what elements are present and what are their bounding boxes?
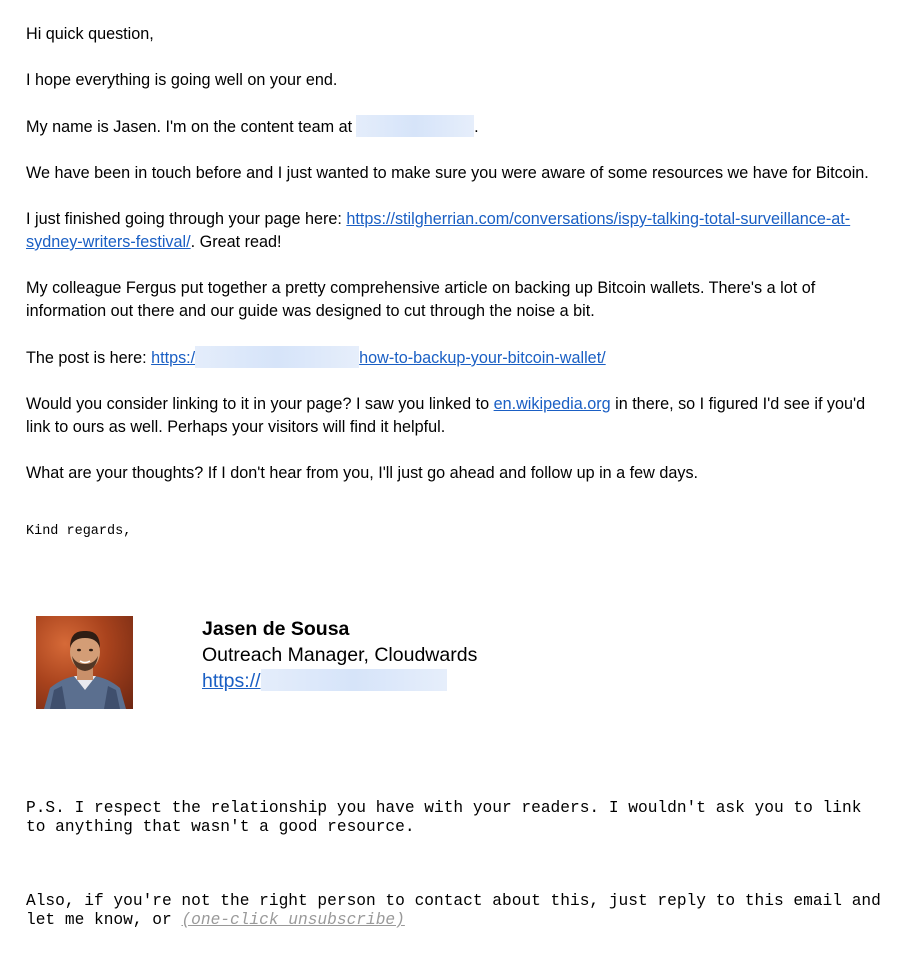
post-line bbox=[26, 346, 881, 370]
unsubscribe-link[interactable]: (one-click unsubscribe) bbox=[181, 911, 405, 929]
consider-suffix: in there, so I figured I'd see if you'd link to ours as well. Perhaps your visitors will find it helpful. bbox=[26, 395, 866, 436]
consider-prefix: Would you consider linking to it in your page? I saw you linked to bbox=[26, 395, 494, 413]
ps-line-2-prefix: Also, if you're not the right person to contact about this, just reply to this email and let me know, or bbox=[26, 892, 891, 929]
consider-line bbox=[26, 393, 881, 439]
post-link-end: how-to-backup-your-bitcoin-wallet/ bbox=[359, 349, 606, 367]
signature-url-link[interactable] bbox=[202, 670, 261, 692]
avatar-portrait-icon bbox=[36, 616, 133, 709]
wikipedia-link[interactable]: en.wikipedia.org bbox=[493, 395, 611, 413]
post-link[interactable] bbox=[151, 349, 606, 367]
redacted-signature-url bbox=[261, 669, 447, 691]
signature-url-line bbox=[202, 668, 477, 694]
post-link-start: https:/ bbox=[151, 349, 196, 367]
intro-suffix: . bbox=[474, 118, 479, 136]
signature-title: Outreach Manager, Cloudwards bbox=[202, 644, 478, 666]
avatar bbox=[36, 616, 133, 709]
colleague-line: My colleague Fergus put together a pretty comprehensive article on backing up Bitcoin wallets. There's a lot of information out there and our guide was designed to cut through the noise a bit. bbox=[26, 279, 816, 320]
signature-text bbox=[202, 616, 477, 694]
signature-name: Jasen de Sousa bbox=[202, 618, 350, 640]
thoughts-line: What are your thoughts? If I don't hear from you, I'll just go ahead and follow up in a few days. bbox=[26, 464, 699, 482]
intro-line bbox=[26, 115, 881, 139]
greeting: Hi quick question, bbox=[26, 25, 154, 43]
finished-prefix: I just finished going through your page here: bbox=[26, 210, 347, 228]
intro-prefix: My name is Jasen. I'm on the content team at bbox=[26, 118, 353, 136]
signoff: Kind regards, bbox=[26, 524, 132, 539]
page-link[interactable]: https://stilgherrian.com/conversations/ispy-talking-total-surveillance-at-sydney-writers-festival/ bbox=[26, 210, 851, 251]
finished-suffix: . Great read! bbox=[190, 233, 282, 251]
line-hope: I hope everything is going well on your end. bbox=[26, 71, 338, 89]
finished-line bbox=[26, 208, 881, 254]
redacted-post-url bbox=[195, 346, 359, 368]
ps-line-1: P.S. I respect the relationship you have with your readers. I wouldn't ask you to link to anything that wasn't a good resource. bbox=[26, 799, 872, 836]
redacted-company bbox=[356, 115, 474, 137]
ps-line-2 bbox=[26, 892, 891, 930]
touch-line: We have been in touch before and I just wanted to make sure you were aware of some resources we have for Bitcoin. bbox=[26, 164, 869, 182]
signature-url-start: https:// bbox=[202, 670, 261, 692]
email-body bbox=[26, 23, 881, 508]
postscript bbox=[26, 761, 891, 966]
signature-block bbox=[36, 616, 636, 711]
post-prefix: The post is here: bbox=[26, 349, 152, 367]
